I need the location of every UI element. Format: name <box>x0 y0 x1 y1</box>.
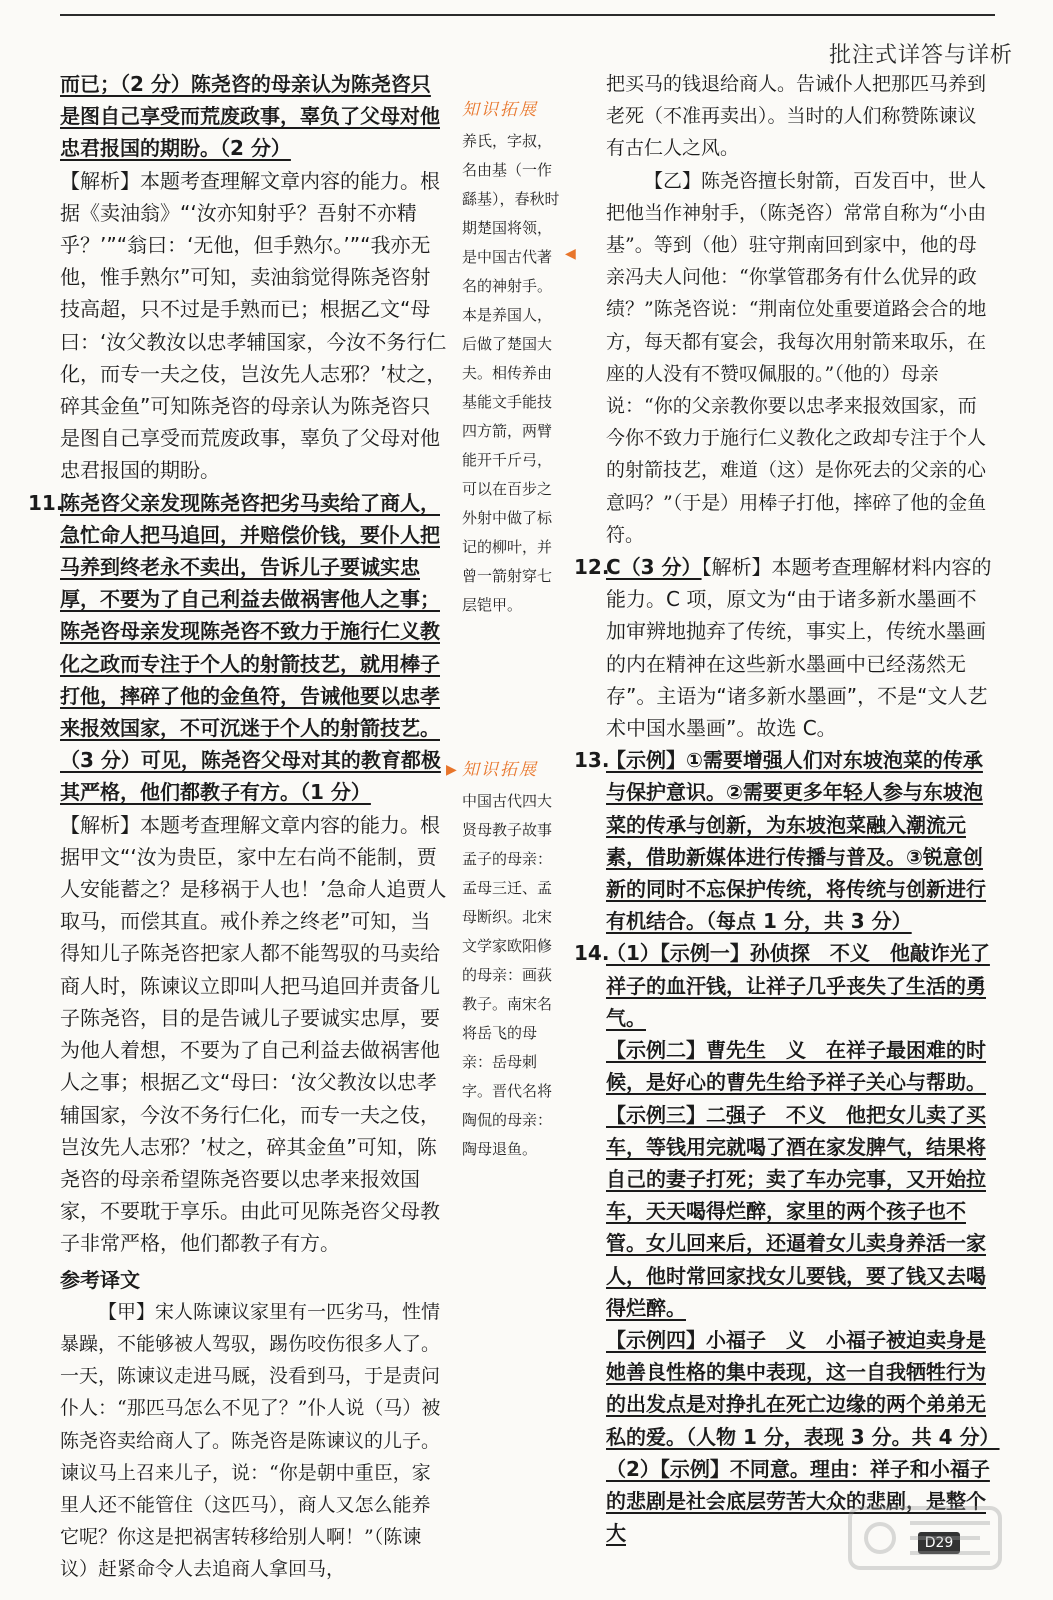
answer-14-part-2: （2）【示例】不同意。理由：祥子和小福子的悲剧是社会底层劳苦大众的悲剧，是整个大 <box>606 1456 990 1546</box>
watermark-logo-icon <box>840 1488 1010 1588</box>
right-column <box>574 68 1000 1549</box>
side-note-2 <box>462 756 566 1164</box>
side-note-1 <box>462 96 566 620</box>
answer-14-example-2: 【示例二】曹先生 义 在祥子最困难的时候，是好心的曹先生给予祥子关心与帮助。 <box>606 1038 986 1095</box>
question-number: 13. <box>574 748 610 773</box>
left-column <box>28 68 448 1586</box>
answer-14-example-4: 【示例四】小福子 义 小福子被迫卖身是她善良性格的集中表现，这一自我牺牲行为的出发点是对挣扎在死亡边缘的两个弟弟无私的爱。（人物 1 分，表现 3 分。共 4 分） <box>606 1327 1000 1449</box>
analysis-10: 【解析】本题考查理解文章内容的能力。根据《卖油翁》“‘汝亦知射乎？吾射不亦精乎？’”“翁曰：‘无他，但手熟尔。’”“我亦无他，惟手熟尔”可知，卖油翁觉得陈尧咨射技高超，只不过是手熟而已；根据乙文“母曰：‘汝父教汝以忠孝辅国家，今汝不务行仁化，而专一夫之伎，岂汝先人志邪？’杖之，碎其金鱼”可知陈尧咨的母亲认为陈尧咨只是图自己享受而荒废政事，辜负了父母对他忠君报国的期盼。 <box>60 168 447 483</box>
question-14 <box>574 937 1000 1549</box>
reference-translation-heading: 参考译文 <box>60 1267 140 1292</box>
translation-yi: 【乙】陈尧咨擅长射箭，百发百中，世人把他当作神射手，（陈尧咨）常常自称为“小由基”。等到（他）驻守荆南回到家中，他的母亲冯夫人问他：“你掌管郡务有什么优异的政绩？”陈尧咨说：“荆南位处重要道路会合的地方，每天都有宴会，我每次用射箭来取乐，在座的人没有不赞叹佩服的。”（他的）母亲说：“你的父亲教你要以忠孝来报效国家，而今你不致力于施行仁义教化之政却专注于个人的射箭技艺，难道（这）是你死去的父亲的心意吗？”（于是）用棒子打他，摔碎了他的金鱼符。 <box>606 169 987 546</box>
side-note-title: 知识拓展 <box>462 100 538 120</box>
question-11 <box>28 487 448 809</box>
answer-10-tail: 而已；（2 分）陈尧咨的母亲认为陈尧咨只是图自己享受而荒废政事，辜负了父母对他忠君报国的期盼。（2 分） <box>60 72 440 161</box>
side-note-title: 知识拓展 <box>462 760 538 780</box>
translation-jia-cont: 把买马的钱退给商人。告诫仆人把那匹马养到老死（不准再卖出）。当时的人们称赞陈谏议有古仁人之风。 <box>606 73 987 160</box>
question-number: 14. <box>574 941 610 966</box>
page-number-badge: D29 <box>918 1532 960 1554</box>
question-12 <box>574 551 994 744</box>
answer-14-example-1: （1）【示例一】孙侦探 不义 他敲诈光了祥子的血汗钱，让祥子几乎丧失了生活的勇气。 <box>606 941 990 1030</box>
top-rule <box>60 14 995 16</box>
side-note-text: 养氏，字叔，名由基（一作繇基），春秋时期楚国将领，是中国古代著名的神射手。本是养国人，后做了楚国大夫。相传养由基能文手能技四方箭，两臂能开千斤弓，可以在百步之外射中做了标记的柳叶，并曾一箭射穿七层铠甲。 <box>462 132 560 614</box>
side-note-text: 中国古代四大贤母教子故事孟子的母亲：孟母三迁、孟母断织。北宋文学家欧阳修的母亲：画荻教子。南宋名将岳飞的母亲：岳母刺字。晋代名将陶侃的母亲：陶母退鱼。 <box>462 792 553 1158</box>
translation-jia: 【甲】宋人陈谏议家里有一匹劣马，性情暴躁，不能够被人驾驭，踢伤咬伤很多人了。一天，陈谏议走进马厩，没看到马，于是责问仆人：“那匹马怎么不见了？”仆人说（马）被陈尧咨卖给商人了。陈尧咨是陈谏议的儿子。谏议马上召来儿子，说：“你是朝中重臣，家里人还不能管住（这匹马），商人又怎么能养它呢？你这是把祸害转移给别人啊！”（陈谏议）赶紧命令人去追商人拿回马， <box>60 1300 441 1581</box>
answer-13: 【示例】①需要增强人们对东坡泡菜的传承与保护意识。②需要更多年轻人参与东坡泡菜的传承与创新，为东坡泡菜融入潮流元素，借助新媒体进行传播与普及。③锐意创新的同时不忘保护传统，将传统与创新进行有机结合。（每点 1 分，共 3 分） <box>606 748 986 934</box>
page-header: 批注式详答与详析 <box>828 43 1013 68</box>
question-13 <box>574 744 994 937</box>
analysis-12: 【解析】本题考查理解材料内容的能力。C 项，原文为“由于诸多新水墨画不加审辨地抛弃了传统，事实上，传统水墨画的内在精神在这些新水墨画中已经荡然无存”。主语为“诸多新水墨画”，不是“文人艺术中国水墨画”。故选 C。 <box>606 555 992 741</box>
pointer-arrow-icon: ▶ <box>446 762 457 778</box>
question-number: 12. <box>574 555 610 580</box>
question-number: 11. <box>28 490 64 515</box>
analysis-11: 【解析】本题考查理解文章内容的能力。根据甲文“‘汝为贵臣，家中左右尚不能制，贾人安能蓄之？是移祸于人也！’急命人追贾人取马，而偿其直。戒仆养之终老”可知，当得知儿子陈尧咨把家人都不能驾驭的马卖给商人时，陈谏议立即叫人把马追回并责备儿子陈尧咨，目的是告诫儿子要诚实忠厚，要为他人着想，不要为了自己利益去做祸害他人之事；根据乙文“母曰：‘汝父教汝以忠孝辅国家，今汝不务行仁化，而专一夫之伎，岂汝先人志邪？’杖之，碎其金鱼”可知，陈尧咨的母亲希望陈尧咨要以忠孝来报效国家，不要耽于享乐。由此可见陈尧咨父母教子非常严格，他们都教子有方。 <box>60 812 447 1256</box>
answer-11: 陈尧咨父亲发现陈尧咨把劣马卖给了商人，急忙命人把马追回，并赔偿价钱，要仆人把马养到终老永不卖出，告诉儿子要诚实忠厚，不要为了自己利益去做祸害他人之事；陈尧咨母亲发现陈尧咨不致力于施行仁义教化之政而专注于个人的射箭技艺，就用棒子打他，摔碎了他的金鱼符，告诫他要以忠孝来报效国家，不可沉迷于个人的射箭技艺。（3 分）可见，陈尧咨父母对其的教育都极其严格，他们都教子有方。（1 分） <box>60 490 441 805</box>
answer-12: C（3 分） <box>606 555 702 580</box>
pointer-arrow-icon: ◀ <box>565 246 576 262</box>
answer-14-example-3: 【示例三】二强子 不义 他把女儿卖了买车，等钱用完就喝了酒在家发脾气，结果将自己的妻子打死；卖了车办完事，又开始拉车，天天喝得烂醉，家里的两个孩子也不管。女儿回来后，还逼着女儿卖身养活一家人，他时常回家找女儿要钱，要了钱又去喝得烂醉。 <box>606 1102 986 1320</box>
